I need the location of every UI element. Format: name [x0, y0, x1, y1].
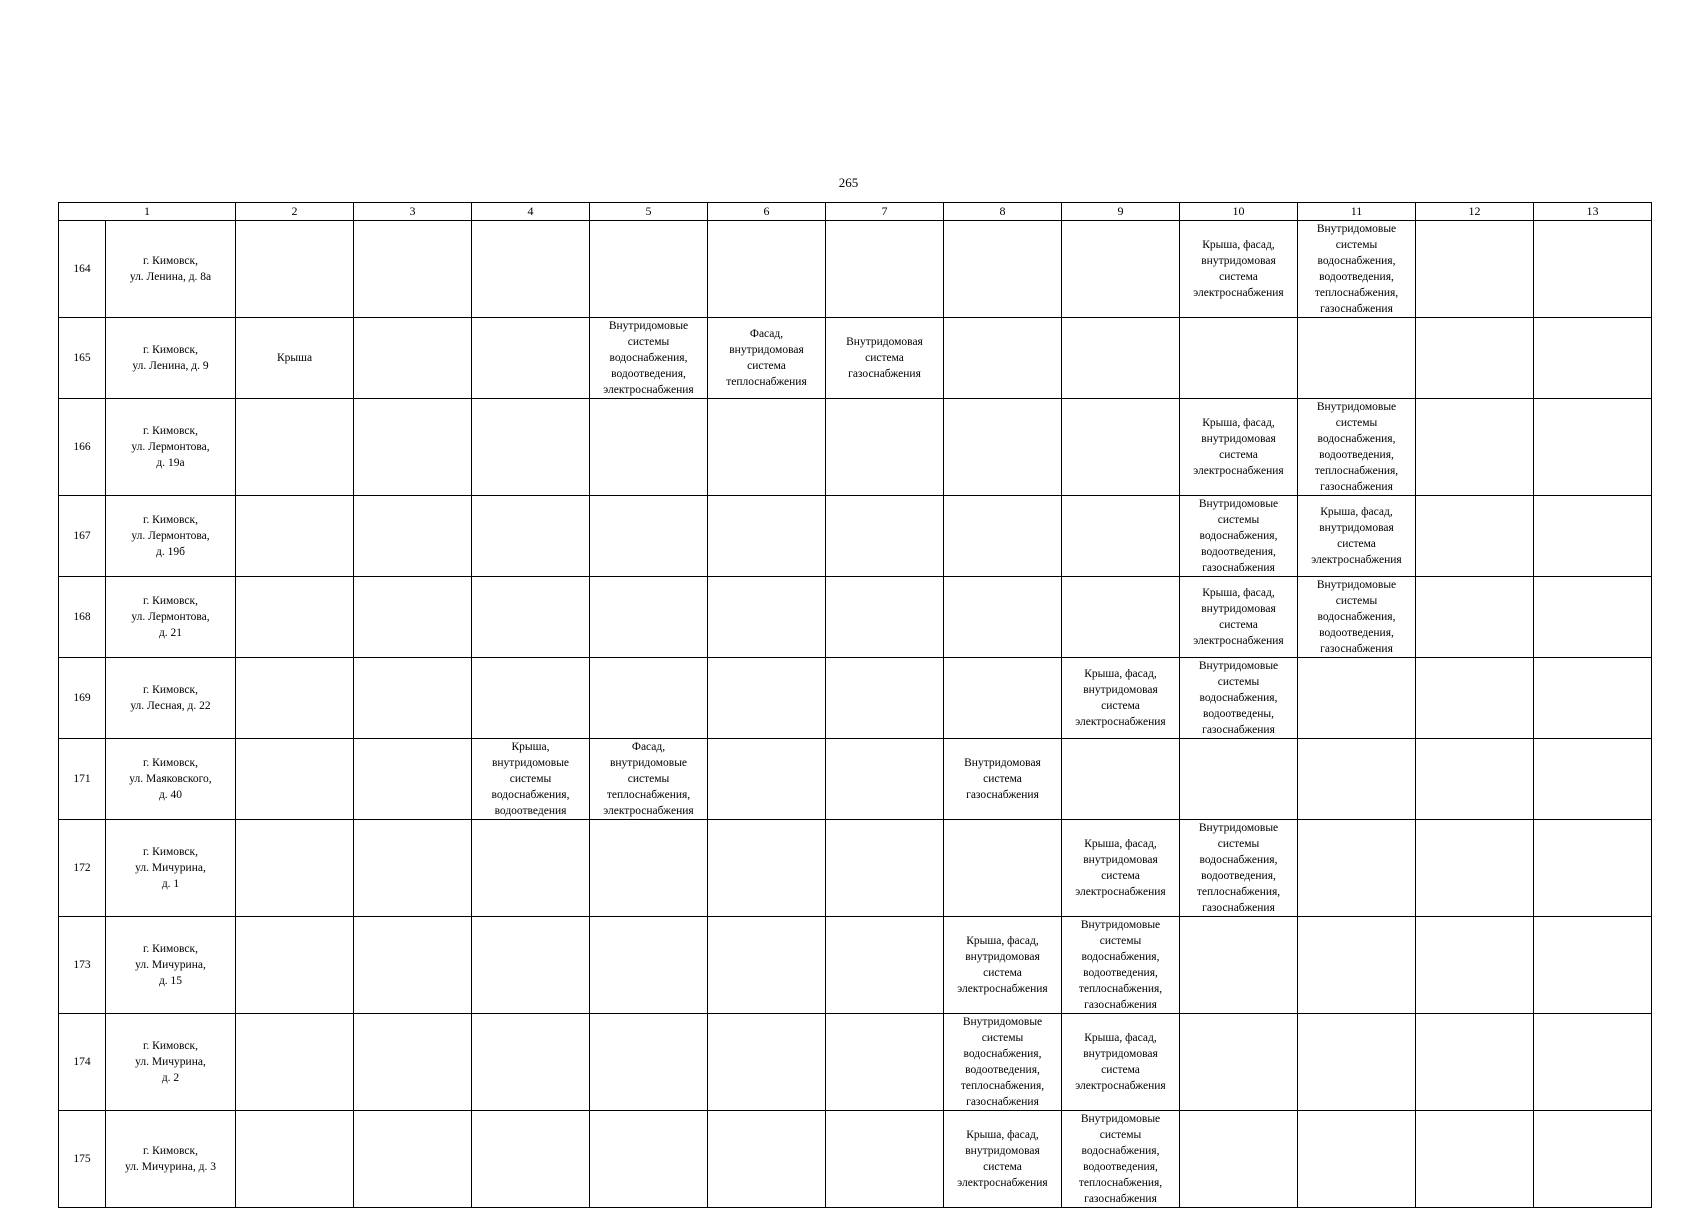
- work-cell-col-5: [590, 221, 708, 318]
- work-cell-col-4: [472, 1014, 590, 1111]
- table-body: [59, 203, 1652, 1208]
- work-cell-col-11: [1298, 739, 1416, 820]
- work-cell-col-3: [354, 1014, 472, 1111]
- work-cell-col-2: [236, 739, 354, 820]
- work-cell-col-9: [1062, 496, 1180, 577]
- work-cell-col-4: [472, 318, 590, 399]
- work-cell-col-2: [236, 1111, 354, 1208]
- work-cell-col-11: [1298, 658, 1416, 739]
- work-cell-col-4: [472, 1111, 590, 1208]
- work-cell-col-6: Фасад, внутридомовая система теплоснабжения: [708, 318, 826, 399]
- address-cell: г. Кимовск, ул. Лермонтова, д. 19б: [106, 496, 236, 577]
- work-cell-col-8: Внутридомовые системы водоснабжения, водоотведения, теплоснабжения, газоснабжения: [944, 1014, 1062, 1111]
- column-header: 12: [1416, 203, 1534, 221]
- work-cell-col-5: Внутридомовые системы водоснабжения, водоотведения, электроснабжения: [590, 318, 708, 399]
- table-row: [59, 739, 1652, 820]
- work-cell-col-12: [1416, 399, 1534, 496]
- work-cell-col-12: [1416, 1014, 1534, 1111]
- work-cell-col-12: [1416, 1111, 1534, 1208]
- work-cell-col-7: [826, 658, 944, 739]
- work-cell-col-9: [1062, 399, 1180, 496]
- work-cell-col-3: [354, 496, 472, 577]
- work-cell-col-8: [944, 221, 1062, 318]
- work-cell-col-6: [708, 496, 826, 577]
- row-number: 166: [59, 399, 106, 496]
- work-cell-col-11: Внутридомовые системы водоснабжения, водоотведения, газоснабжения: [1298, 577, 1416, 658]
- column-header: 6: [708, 203, 826, 221]
- page-number: 265: [838, 175, 859, 190]
- work-cell-col-5: [590, 820, 708, 917]
- work-cell-col-4: [472, 820, 590, 917]
- address-cell: г. Кимовск, ул. Мичурина, д. 15: [106, 917, 236, 1014]
- table-row: [59, 399, 1652, 496]
- work-cell-col-11: Внутридомовые системы водоснабжения, водоотведения, теплоснабжения, газоснабжения: [1298, 399, 1416, 496]
- work-cell-col-12: [1416, 917, 1534, 1014]
- work-cell-col-2: [236, 577, 354, 658]
- work-cell-col-12: [1416, 221, 1534, 318]
- work-cell-col-6: [708, 820, 826, 917]
- work-cell-col-9: [1062, 577, 1180, 658]
- work-cell-col-13: [1534, 739, 1652, 820]
- work-cell-col-13: [1534, 318, 1652, 399]
- table-row: [59, 658, 1652, 739]
- work-cell-col-5: [590, 577, 708, 658]
- row-number: 173: [59, 917, 106, 1014]
- column-header: 9: [1062, 203, 1180, 221]
- column-header: 4: [472, 203, 590, 221]
- work-cell-col-7: [826, 399, 944, 496]
- work-cell-col-3: [354, 399, 472, 496]
- work-cell-col-10: Внутридомовые системы водоснабжения, водоотведения, теплоснабжения, газоснабжения: [1180, 820, 1298, 917]
- work-cell-col-7: [826, 221, 944, 318]
- work-cell-col-11: [1298, 1014, 1416, 1111]
- work-cell-col-12: [1416, 318, 1534, 399]
- work-cell-col-6: [708, 1111, 826, 1208]
- work-cell-col-13: [1534, 917, 1652, 1014]
- work-cell-col-8: [944, 496, 1062, 577]
- work-cell-col-7: [826, 496, 944, 577]
- work-cell-col-3: [354, 577, 472, 658]
- address-cell: г. Кимовск, ул. Мичурина, д. 1: [106, 820, 236, 917]
- work-cell-col-9: Внутридомовые системы водоснабжения, водоотведения, теплоснабжения, газоснабжения: [1062, 1111, 1180, 1208]
- work-cell-col-8: Крыша, фасад, внутридомовая система электроснабжения: [944, 1111, 1062, 1208]
- work-cell-col-6: [708, 577, 826, 658]
- table-row: [59, 917, 1652, 1014]
- table-row: [59, 577, 1652, 658]
- column-header: 7: [826, 203, 944, 221]
- work-cell-col-2: [236, 399, 354, 496]
- column-header: 5: [590, 203, 708, 221]
- row-number: 175: [59, 1111, 106, 1208]
- table-row: [59, 1014, 1652, 1111]
- work-cell-col-10: Внутридомовые системы водоснабжения, водоотведения, газоснабжения: [1180, 496, 1298, 577]
- work-cell-col-8: [944, 318, 1062, 399]
- row-number: 174: [59, 1014, 106, 1111]
- work-cell-col-2: [236, 917, 354, 1014]
- address-cell: г. Кимовск, ул. Ленина, д. 8а: [106, 221, 236, 318]
- work-cell-col-10: [1180, 1111, 1298, 1208]
- work-cell-col-5: [590, 1014, 708, 1111]
- work-cell-col-3: [354, 739, 472, 820]
- table-row: [59, 1111, 1652, 1208]
- work-cell-col-12: [1416, 820, 1534, 917]
- work-cell-col-3: [354, 658, 472, 739]
- table-row: [59, 318, 1652, 399]
- work-cell-col-6: [708, 917, 826, 1014]
- work-cell-col-2: [236, 820, 354, 917]
- work-cell-col-7: [826, 739, 944, 820]
- work-cell-col-9: Внутридомовые системы водоснабжения, водоотведения, теплоснабжения, газоснабжения: [1062, 917, 1180, 1014]
- work-cell-col-10: [1180, 318, 1298, 399]
- work-cell-col-7: Внутридомовая система газоснабжения: [826, 318, 944, 399]
- work-cell-col-4: [472, 399, 590, 496]
- work-cell-col-10: [1180, 1014, 1298, 1111]
- work-cell-col-12: [1416, 658, 1534, 739]
- work-cell-col-10: Крыша, фасад, внутридомовая система электроснабжения: [1180, 221, 1298, 318]
- work-cell-col-11: Внутридомовые системы водоснабжения, водоотведения, теплоснабжения, газоснабжения: [1298, 221, 1416, 318]
- work-cell-col-4: Крыша, внутридомовые системы водоснабжения, водоотведения: [472, 739, 590, 820]
- work-cell-col-9: Крыша, фасад, внутридомовая система электроснабжения: [1062, 658, 1180, 739]
- work-cell-col-7: [826, 820, 944, 917]
- column-header: 11: [1298, 203, 1416, 221]
- work-cell-col-3: [354, 221, 472, 318]
- work-cell-col-4: [472, 658, 590, 739]
- work-cell-col-2: [236, 658, 354, 739]
- work-cell-col-12: [1416, 577, 1534, 658]
- work-cell-col-6: [708, 739, 826, 820]
- work-cell-col-5: [590, 658, 708, 739]
- work-cell-col-4: [472, 917, 590, 1014]
- address-cell: г. Кимовск, ул. Ленина, д. 9: [106, 318, 236, 399]
- work-cell-col-13: [1534, 658, 1652, 739]
- column-number-row: [59, 203, 1652, 221]
- work-cell-col-10: [1180, 739, 1298, 820]
- work-cell-col-2: [236, 496, 354, 577]
- row-number: 165: [59, 318, 106, 399]
- work-cell-col-13: [1534, 1014, 1652, 1111]
- column-header: 8: [944, 203, 1062, 221]
- row-number: 164: [59, 221, 106, 318]
- work-cell-col-9: [1062, 221, 1180, 318]
- work-cell-col-5: [590, 1111, 708, 1208]
- work-cell-col-6: [708, 1014, 826, 1111]
- work-cell-col-12: [1416, 496, 1534, 577]
- work-cell-col-11: Крыша, фасад, внутридомовая система электроснабжения: [1298, 496, 1416, 577]
- work-cell-col-5: [590, 917, 708, 1014]
- repair-schedule-table: [58, 202, 1652, 1208]
- column-header: 1: [59, 203, 236, 221]
- row-number: 168: [59, 577, 106, 658]
- address-cell: г. Кимовск, ул. Лесная, д. 22: [106, 658, 236, 739]
- work-cell-col-5: [590, 496, 708, 577]
- work-cell-col-7: [826, 577, 944, 658]
- work-cell-col-11: [1298, 917, 1416, 1014]
- table-row: [59, 496, 1652, 577]
- table-row: [59, 221, 1652, 318]
- row-number: 167: [59, 496, 106, 577]
- address-cell: г. Кимовск, ул. Лермонтова, д. 19а: [106, 399, 236, 496]
- column-header: 10: [1180, 203, 1298, 221]
- work-cell-col-6: [708, 221, 826, 318]
- work-cell-col-5: [590, 399, 708, 496]
- work-cell-col-6: [708, 658, 826, 739]
- address-cell: г. Кимовск, ул. Лермонтова, д. 21: [106, 577, 236, 658]
- work-cell-col-8: [944, 577, 1062, 658]
- work-cell-col-6: [708, 399, 826, 496]
- work-cell-col-13: [1534, 496, 1652, 577]
- work-cell-col-13: [1534, 1111, 1652, 1208]
- table-row: [59, 820, 1652, 917]
- work-cell-col-4: [472, 577, 590, 658]
- column-header: 3: [354, 203, 472, 221]
- work-cell-col-11: [1298, 1111, 1416, 1208]
- work-cell-col-7: [826, 917, 944, 1014]
- address-cell: г. Кимовск, ул. Мичурина, д. 2: [106, 1014, 236, 1111]
- work-cell-col-3: [354, 820, 472, 917]
- row-number: 172: [59, 820, 106, 917]
- column-header: 13: [1534, 203, 1652, 221]
- address-cell: г. Кимовск, ул. Мичурина, д. 3: [106, 1111, 236, 1208]
- work-cell-col-8: [944, 399, 1062, 496]
- work-cell-col-13: [1534, 577, 1652, 658]
- work-cell-col-10: Крыша, фасад, внутридомовая система электроснабжения: [1180, 399, 1298, 496]
- work-cell-col-7: [826, 1111, 944, 1208]
- work-cell-col-10: Крыша, фасад, внутридомовая система электроснабжения: [1180, 577, 1298, 658]
- work-cell-col-2: Крыша: [236, 318, 354, 399]
- work-cell-col-8: [944, 658, 1062, 739]
- work-cell-col-10: Внутридомовые системы водоснабжения, водоотведены, газоснабжения: [1180, 658, 1298, 739]
- work-cell-col-13: [1534, 399, 1652, 496]
- work-cell-col-13: [1534, 820, 1652, 917]
- work-cell-col-12: [1416, 739, 1534, 820]
- work-cell-col-11: [1298, 318, 1416, 399]
- work-cell-col-10: [1180, 917, 1298, 1014]
- work-cell-col-8: Внутридомовая система газоснабжения: [944, 739, 1062, 820]
- work-cell-col-3: [354, 917, 472, 1014]
- work-cell-col-2: [236, 1014, 354, 1111]
- work-cell-col-9: Крыша, фасад, внутридомовая система электроснабжения: [1062, 1014, 1180, 1111]
- address-cell: г. Кимовск, ул. Маяковского, д. 40: [106, 739, 236, 820]
- work-cell-col-9: Крыша, фасад, внутридомовая система электроснабжения: [1062, 820, 1180, 917]
- work-cell-col-5: Фасад, внутридомовые системы теплоснабжения, электроснабжения: [590, 739, 708, 820]
- work-cell-col-3: [354, 318, 472, 399]
- work-cell-col-3: [354, 1111, 472, 1208]
- work-cell-col-7: [826, 1014, 944, 1111]
- row-number: 171: [59, 739, 106, 820]
- work-cell-col-11: [1298, 820, 1416, 917]
- work-cell-col-9: [1062, 318, 1180, 399]
- work-cell-col-13: [1534, 221, 1652, 318]
- work-cell-col-2: [236, 221, 354, 318]
- work-cell-col-9: [1062, 739, 1180, 820]
- work-cell-col-8: [944, 820, 1062, 917]
- work-cell-col-8: Крыша, фасад, внутридомовая система электроснабжения: [944, 917, 1062, 1014]
- work-cell-col-4: [472, 496, 590, 577]
- work-cell-col-4: [472, 221, 590, 318]
- row-number: 169: [59, 658, 106, 739]
- column-header: 2: [236, 203, 354, 221]
